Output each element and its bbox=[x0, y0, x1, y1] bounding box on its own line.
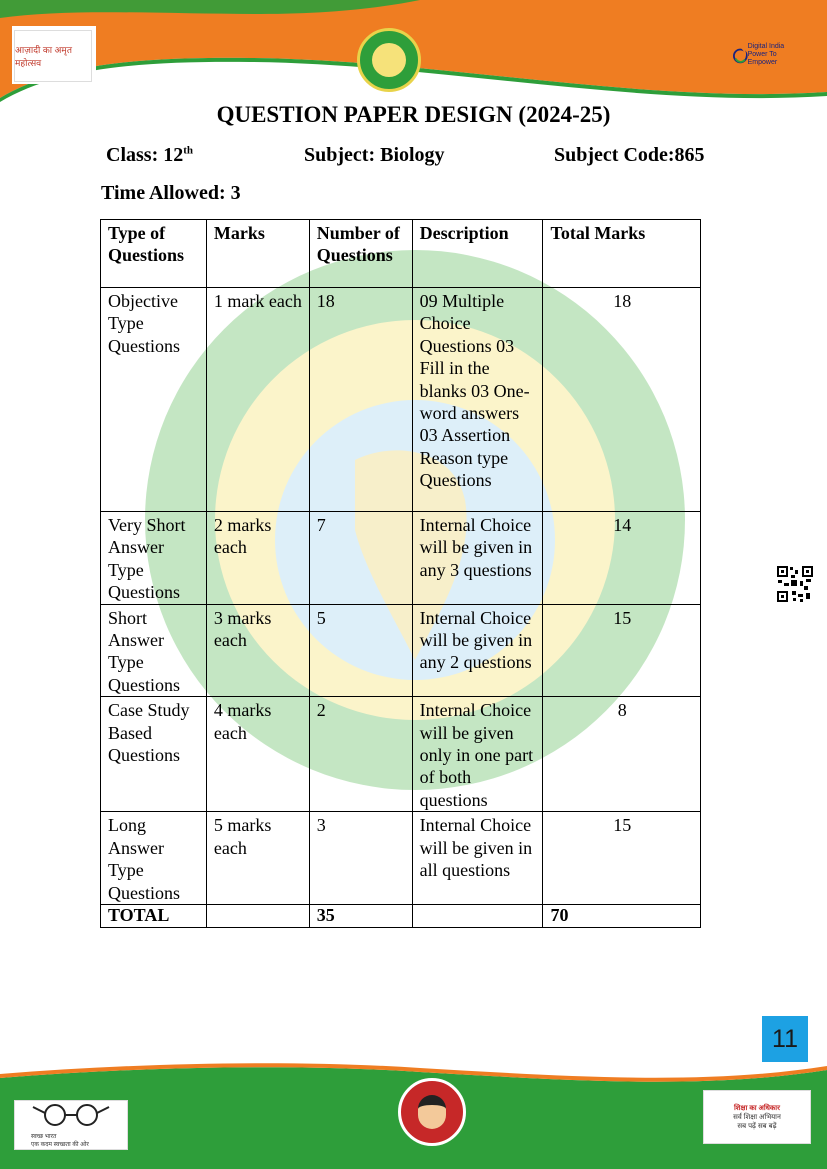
digital-india-logo bbox=[733, 40, 803, 70]
emblem-center bbox=[372, 43, 406, 77]
total-marks: 70 bbox=[543, 904, 701, 927]
cell-total: 15 bbox=[543, 812, 701, 905]
cell-marks: 3 marks each bbox=[206, 604, 309, 697]
header-description: Description bbox=[412, 220, 543, 288]
swachh-bharat-glasses-icon bbox=[31, 1103, 111, 1127]
cell-number: 3 bbox=[309, 812, 412, 905]
page-number-badge: 11 bbox=[762, 1016, 808, 1062]
cell-description: 09 Multiple Choice Questions 03 Fill in the blanks 03 One-word answers 03 Assertion Reason type Questions bbox=[412, 288, 543, 512]
qr-code-icon[interactable] bbox=[776, 565, 814, 603]
table-row bbox=[101, 604, 701, 697]
cell-description: Internal Choice will be given only in one part of both questions bbox=[412, 697, 543, 812]
board-emblem-icon bbox=[357, 28, 421, 92]
page-title: QUESTION PAPER DESIGN (2024-25) bbox=[216, 102, 611, 127]
cell-description: Internal Choice will be given in all questions bbox=[412, 812, 543, 905]
cell-total: 14 bbox=[543, 512, 701, 605]
subject-code-field: Subject Code:865 bbox=[554, 144, 705, 166]
table-row bbox=[101, 512, 701, 605]
subject-field: Subject: Biology bbox=[304, 144, 445, 166]
total-description-empty bbox=[412, 904, 543, 927]
digital-india-text: Digital India bbox=[747, 43, 785, 50]
swachh-bharat-text: स्वच्छ भारत bbox=[31, 1133, 57, 1140]
cell-total: 15 bbox=[543, 604, 701, 697]
header-type: Type of Questions bbox=[101, 220, 207, 288]
cell-description: Internal Choice will be given in any 3 questions bbox=[412, 512, 543, 605]
question-paper-table bbox=[100, 219, 701, 928]
shiksha-tagline: सर्व शिक्षा अभियान bbox=[733, 1113, 781, 1121]
girl-face-icon bbox=[418, 1095, 446, 1129]
cell-description: Internal Choice will be given in any 2 questions bbox=[412, 604, 543, 697]
swachh-bharat-tagline: एक कदम स्वच्छता की ओर bbox=[31, 1141, 89, 1148]
azadi-logo-text: आज़ादी का अमृत महोत्सव bbox=[15, 45, 72, 68]
table-row bbox=[101, 288, 701, 512]
cell-number: 18 bbox=[309, 288, 412, 512]
cell-total: 8 bbox=[543, 697, 701, 812]
cell-total: 18 bbox=[543, 288, 701, 512]
table-row bbox=[101, 697, 701, 812]
total-label: TOTAL bbox=[101, 904, 207, 927]
table-row bbox=[101, 812, 701, 905]
cell-number: 5 bbox=[309, 604, 412, 697]
class-label: Class: 12 bbox=[106, 144, 184, 166]
header-number: Number of Questions bbox=[309, 220, 412, 288]
cell-number: 2 bbox=[309, 697, 412, 812]
cell-type: Very Short Answer Type Questions bbox=[101, 512, 207, 605]
class-field bbox=[106, 144, 193, 167]
total-marks-empty bbox=[206, 904, 309, 927]
time-allowed: Time Allowed: 3 bbox=[101, 182, 241, 204]
cell-marks: 4 marks each bbox=[206, 697, 309, 812]
cell-marks: 1 mark each bbox=[206, 288, 309, 512]
shiksha-text: शिक्षा का अधिकार bbox=[733, 1104, 780, 1112]
header-total: Total Marks bbox=[543, 220, 701, 288]
cell-type: Objective Type Questions bbox=[101, 288, 207, 512]
shiksha-sub: सब पढ़ें सब बढ़ें bbox=[737, 1122, 777, 1130]
digital-india-tagline: Power To Empower bbox=[747, 51, 778, 66]
cell-marks: 5 marks each bbox=[206, 812, 309, 905]
cell-number: 7 bbox=[309, 512, 412, 605]
header-marks: Marks bbox=[206, 220, 309, 288]
shiksha-ka-adhikar-logo bbox=[703, 1090, 811, 1144]
cell-type: Case Study Based Questions bbox=[101, 697, 207, 812]
cell-type: Long Answer Type Questions bbox=[101, 812, 207, 905]
swachh-bharat-logo bbox=[14, 1100, 128, 1150]
total-number: 35 bbox=[309, 904, 412, 927]
table-header-row bbox=[101, 220, 701, 288]
azadi-ka-amrit-mahotsav-logo bbox=[14, 30, 92, 82]
class-superscript: th bbox=[183, 144, 194, 157]
cell-type: Short Answer Type Questions bbox=[101, 604, 207, 697]
beti-bachao-beti-padhao-logo bbox=[398, 1078, 466, 1146]
digital-india-icon bbox=[733, 44, 748, 66]
table-total-row bbox=[101, 904, 701, 927]
cell-marks: 2 marks each bbox=[206, 512, 309, 605]
